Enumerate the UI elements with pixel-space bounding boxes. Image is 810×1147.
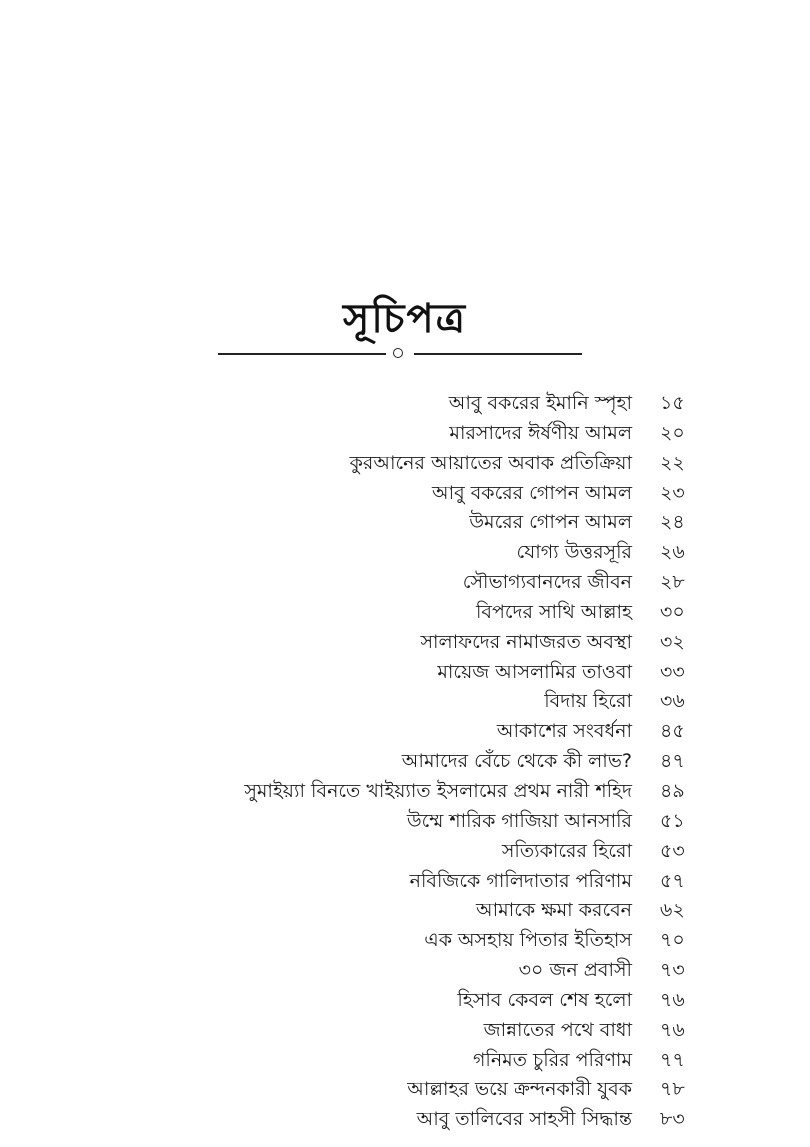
toc-entry-page-number: ৭৭ bbox=[660, 1048, 685, 1071]
toc-entry-page-number: ৩৩ bbox=[660, 660, 685, 683]
toc-entry-page-number: ৩০ bbox=[660, 600, 685, 623]
toc-entry bbox=[0, 837, 810, 867]
toc-entry-page-number: ৫৩ bbox=[660, 839, 685, 862]
divider-line-left bbox=[218, 353, 386, 355]
toc-entry bbox=[0, 1016, 810, 1046]
toc-entry bbox=[0, 1105, 810, 1135]
toc-entry-page-number: ৬২ bbox=[660, 899, 685, 922]
toc-entry-title: আমাদের বেঁচে থেকে কী লাভ? bbox=[401, 750, 632, 773]
toc-entry-title: সালাফদের নামাজরত অবস্থা bbox=[420, 630, 632, 653]
toc-entry bbox=[0, 598, 810, 628]
toc-entry-title: হিসাব কেবল শেষ হলো bbox=[457, 988, 632, 1011]
toc-entry-page-number: ৭৬ bbox=[660, 1018, 685, 1041]
toc-entry bbox=[0, 807, 810, 837]
toc-entry-page-number: ৩২ bbox=[660, 630, 685, 653]
toc-entry-title: সৌভাগ্যবানদের জীবন bbox=[462, 571, 632, 594]
toc-entry bbox=[0, 956, 810, 986]
toc-entry-page-number: ২০ bbox=[660, 421, 685, 444]
toc-entry-title: নবিজিকে গালিদাতার পরিণাম bbox=[409, 869, 632, 892]
toc-entry-page-number: ২৬ bbox=[660, 541, 685, 564]
toc-entry bbox=[0, 926, 810, 956]
toc-entry-title: আবু তালিবের সাহসী সিদ্ধান্ত bbox=[416, 1108, 632, 1131]
toc-entry-title: মারসাদের ঈর্ষণীয় আমল bbox=[449, 421, 632, 444]
toc-entry bbox=[0, 1046, 810, 1076]
toc-entry bbox=[0, 538, 810, 568]
toc-entry-page-number: ৭৮ bbox=[660, 1078, 685, 1101]
toc-entry-title: উমরের গোপন আমল bbox=[469, 511, 632, 534]
toc-entry-page-number: ৭৬ bbox=[660, 988, 685, 1011]
toc-entry bbox=[0, 867, 810, 897]
toc-entry-page-number: ৭০ bbox=[660, 929, 685, 952]
toc-entry-page-number: ১৫ bbox=[660, 392, 685, 414]
toc-entry-title: আমাকে ক্ষমা করবেন bbox=[476, 899, 632, 922]
toc-entry-page-number: ৫১ bbox=[660, 809, 685, 832]
toc-entry bbox=[0, 508, 810, 538]
toc-entry-title: উম্মে শারিক গাজিয়া আনসারি bbox=[406, 809, 632, 832]
toc-entry-page-number: ৩৬ bbox=[660, 690, 685, 713]
toc-entry-title: বিপদের সাথি আল্লাহ bbox=[475, 600, 632, 623]
toc-entry-page-number: ৭৩ bbox=[660, 959, 685, 982]
toc-entry bbox=[0, 717, 810, 747]
toc-entry bbox=[0, 389, 810, 419]
toc-entry-page-number: ২৩ bbox=[660, 481, 685, 504]
toc-entry-title: এক অসহায় পিতার ইতিহাস bbox=[424, 929, 632, 952]
toc-entry-title: যোগ্য উত্তরসূরি bbox=[516, 541, 632, 564]
title-divider bbox=[218, 346, 582, 362]
toc-entry bbox=[0, 658, 810, 688]
toc-entry-title: আকাশের সংবর্ধনা bbox=[496, 720, 632, 743]
toc-entry-page-number: ৪৯ bbox=[660, 779, 685, 802]
toc-entry bbox=[0, 419, 810, 449]
toc-entry-page-number: ৪৫ bbox=[660, 720, 685, 743]
toc-entry-title: মায়েজ আসলামির তাওবা bbox=[437, 660, 632, 683]
toc-entry-title: ৩০ জন প্রবাসী bbox=[518, 959, 632, 982]
toc-entry bbox=[0, 687, 810, 717]
toc-entry-page-number: ৫৭ bbox=[660, 869, 685, 892]
toc-entry bbox=[0, 568, 810, 598]
toc-entry bbox=[0, 747, 810, 777]
toc-entry-title: সত্যিকারের হিরো bbox=[501, 839, 632, 862]
toc-entry-title: আবু বকরের ইমানি স্পৃহা bbox=[448, 392, 632, 414]
divider-circle-icon bbox=[393, 348, 403, 358]
toc-entry-title: কুরআনের আয়াতের অবাক প্রতিক্রিয়া bbox=[349, 451, 632, 474]
toc-entry bbox=[0, 628, 810, 658]
toc-entry bbox=[0, 479, 810, 509]
toc-entry-title: সুমাইয়্যা বিনতে খাইয়্যাত ইসলামের প্রথম নারী শহিদ bbox=[244, 779, 632, 802]
toc-entry-title: জান্নাতের পথে বাধা bbox=[483, 1018, 632, 1041]
toc-entry-title: গনিমত চুরির পরিণাম bbox=[472, 1048, 632, 1071]
toc-entry bbox=[0, 1075, 810, 1105]
toc-entry bbox=[0, 986, 810, 1016]
table-of-contents bbox=[0, 389, 810, 1135]
toc-entry-page-number: ৪৭ bbox=[660, 750, 685, 773]
toc-entry-title: আবু বকরের গোপন আমল bbox=[431, 481, 632, 504]
divider-line-right bbox=[414, 353, 582, 355]
toc-entry-page-number: ২৮ bbox=[660, 571, 685, 594]
toc-entry-page-number: ২২ bbox=[660, 451, 685, 474]
toc-entry bbox=[0, 449, 810, 479]
toc-entry-page-number: ৮৩ bbox=[660, 1108, 685, 1131]
toc-entry-page-number: ২৪ bbox=[660, 511, 685, 534]
toc-entry-title: বিদায় হিরো bbox=[544, 690, 632, 713]
toc-entry bbox=[0, 896, 810, 926]
toc-entry bbox=[0, 777, 810, 807]
toc-entry-title: আল্লাহর ভয়ে ক্রন্দনকারী যুবক bbox=[407, 1078, 632, 1101]
page-title: সূচিপত্র bbox=[343, 295, 467, 342]
